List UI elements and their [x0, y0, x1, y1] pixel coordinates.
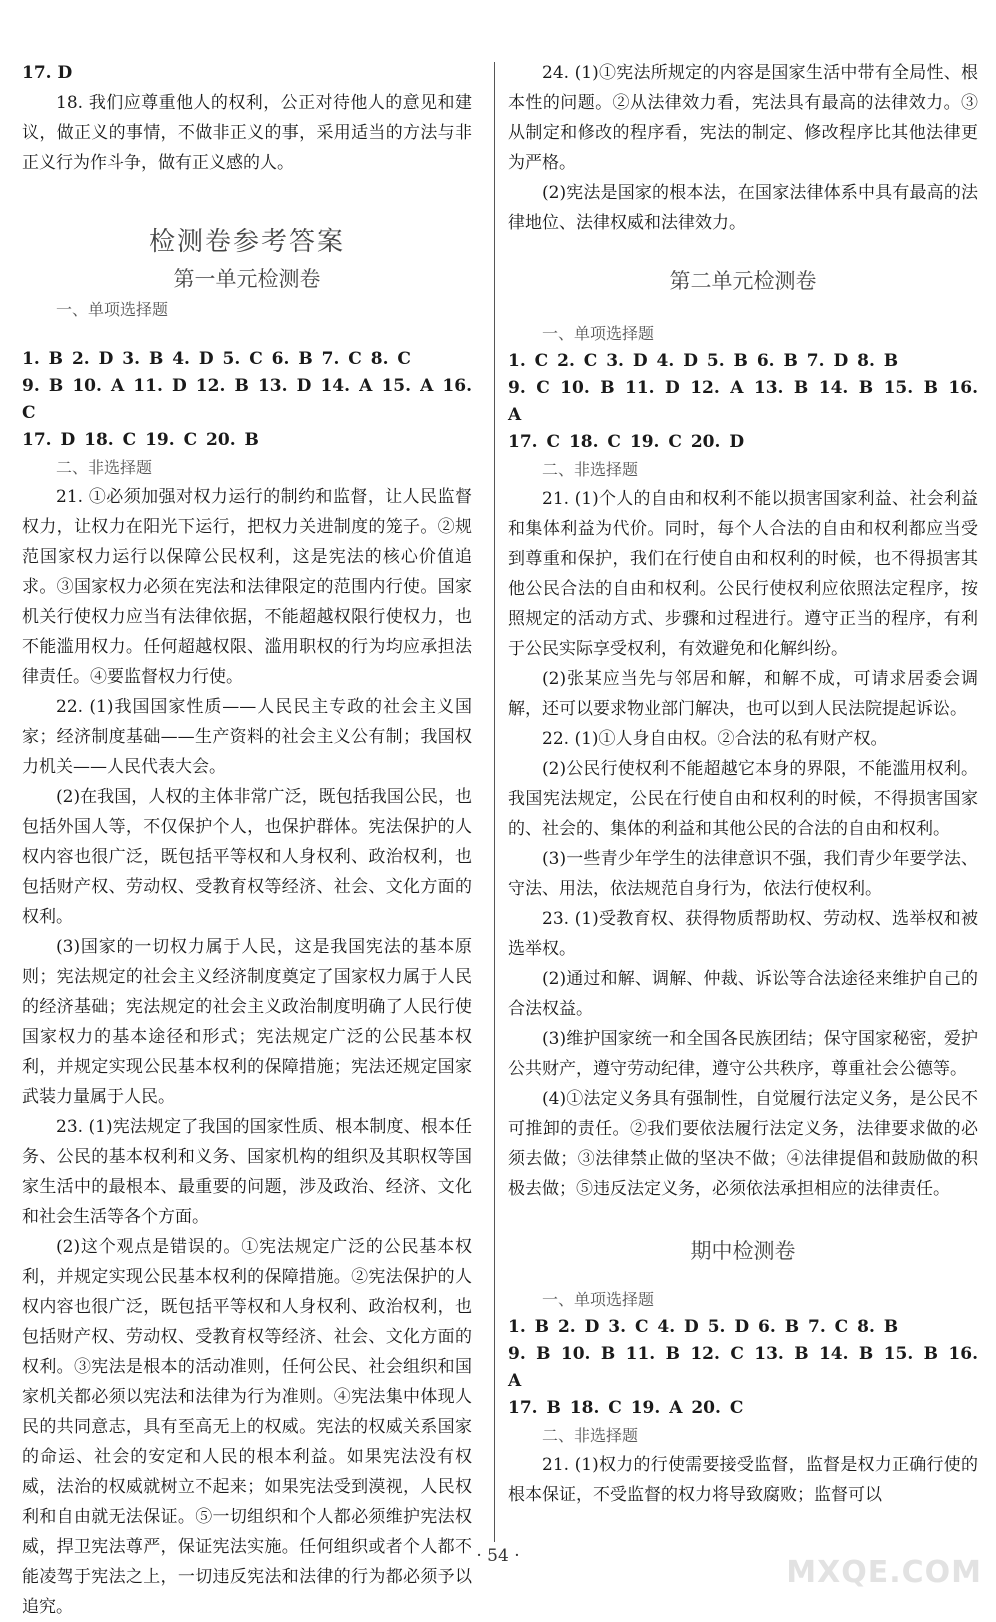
midterm-single-choice-label: 一、单项选择题 [542, 1290, 655, 1309]
unit1-answer-22-2: (2)在我国，人权的主体非常广泛，既包括我国公民，也包括外国人等，不仅保护个人，也保护群体。宪法保护的人权内容也很广泛，既包括平等权和人身权利、政治权利，也包括财产权、劳动权、受教育权等经济、社会、文化方面的权利。 [22, 787, 472, 927]
midterm-non-choice-label: 二、非选择题 [542, 1426, 639, 1445]
page-number: · 54 · [476, 1546, 520, 1566]
unit1-answer-21: 21. ①必须加强对权力运行的制约和监督，让人民监督权力，让权力在阳光下运行，把权力关进制度的笼子。②规范国家权力运行以保障公民权利，这是宪法的核心价值追求。③国家权力必须在宪法和法律限定的范围内行使。国家机关行使权力应当有法律依据，不能超越权限行使权力，也不能滥用权力。任何超越权限、滥用职权的行为均应承担法律责任。④要监督权力行使。 [22, 487, 472, 687]
left-column [22, 58, 472, 1622]
unit2-answer-21-1: 21. (1)个人的自由和权利不能以损害国家利益、社会利益和集体利益为代价。同时，每个人合法的自由和权利都应当受到尊重和保护，我们在行使自由和权利的时候，也不得损害其他公民合法的自由和权利。公民行使权利应依照法定程序，按照规定的活动方式、步骤和过程进行。遵守正当的程序，有利于公民实际享受权利，有效避免和化解纠纷。 [508, 489, 978, 659]
column-divider [494, 62, 495, 1542]
unit1-mc-row-3: 17. D 18. C 19. C 20. B [22, 430, 259, 450]
unit2-answer-22-2: (2)公民行使权利不能超越它本身的界限，不能滥用权利。我国宪法规定，公民在行使自由和权利的时候，不得损害国家的、社会的、集体的利益和其他公民的合法的自由和权利。 [508, 759, 978, 839]
unit2-title: 第二单元检测卷 [669, 269, 817, 293]
midterm-mc-row-2: 9. B 10. B 11. B 12. C 13. B 14. B 15. B 16. A [508, 1344, 978, 1391]
unit2-answer-23-2: (2)通过和解、调解、仲裁、诉讼等合法途径来维护自己的合法权益。 [508, 969, 978, 1019]
answer-17: 17. D [22, 63, 73, 83]
unit1-title: 第一单元检测卷 [173, 267, 321, 291]
unit1-answer-23-2: (2)这个观点是错误的。①宪法规定广泛的公民基本权利，并规定实现公民基本权利的保障措施。②宪法保护的人权内容也很广泛，既包括平等权和人身权利、政治权利，也包括财产权、劳动权、受教育权等经济、社会、文化方面的权利。③宪法是根本的活动准则，任何公民、社会组织和国家机关都必须以宪法和法律为行为准则。④宪法集中体现人民的共同意志，具有至高无上的权威。宪法的权威关系国家的命运、社会的安定和人民的根本利益。如果宪法没有权威，法治的权威就树立不起来；如果宪法受到漠视，人民权利和自由就无法保证。⑤一切组织和个人都必须维护宪法权威，捍卫宪法尊严，保证宪法实施。任何组织或者个人都不能凌驾于宪法之上，一切违反宪法和法律的行为都必须予以追究。 [22, 1237, 472, 1617]
unit2-mc-row-3: 17. C 18. C 19. C 20. D [508, 432, 745, 452]
midterm-mc-row-1: 1. B 2. D 3. C 4. D 5. D 6. B 7. C 8. B [508, 1317, 899, 1337]
unit2-answer-21-2: (2)张某应当先与邻居和解，和解不成，可请求居委会调解，还可以要求物业部门解决，也可以到人民法院提起诉讼。 [508, 669, 978, 719]
unit1-non-choice-label: 二、非选择题 [56, 458, 153, 477]
unit2-answer-22-3: (3)一些青少年学生的法律意识不强，我们青少年要学法、守法、用法，依法规范自身行为，依法行使权利。 [508, 849, 978, 899]
unit2-answer-23-1: 23. (1)受教育权、获得物质帮助权、劳动权、选举权和被选举权。 [508, 909, 978, 959]
unit2-answer-23-3: (3)维护国家统一和全国各民族团结；保守国家秘密，爱护公共财产，遵守劳动纪律，遵守公共秩序，尊重社会公德等。 [508, 1029, 978, 1079]
unit2-mc-row-2: 9. C 10. B 11. D 12. A 13. B 14. B 15. B 16. A [508, 378, 978, 425]
unit2-single-choice-label: 一、单项选择题 [542, 324, 655, 343]
unit1-answer-24-1: 24. (1)①宪法所规定的内容是国家生活中带有全局性、根本性的问题。②从法律效力看，宪法具有最高的法律效力。③从制定和修改的程序看，宪法的制定、修改程序比其他法律更为严格。 [508, 63, 978, 173]
unit1-answer-22-1: 22. (1)我国国家性质——人民民主专政的社会主义国家；经济制度基础——生产资料的社会主义公有制；我国权力机关——人民代表大会。 [22, 697, 472, 777]
answer-18: 18. 我们应尊重他人的权利，公正对待他人的意见和建议，做正义的事情，不做非正义的事，采用适当的方法与非正义行为作斗争，做有正义感的人。 [22, 93, 472, 173]
unit2-answer-23-4: (4)①法定义务具有强制性，自觉履行法定义务，是公民不可推卸的责任。②我们要依法履行法定义务，法律要求做的必须去做；③法律禁止做的坚决不做；④法律提倡和鼓励做的积极去做；⑤违反法定义务，必须依法承担相应的法律责任。 [508, 1089, 978, 1199]
unit1-mc-row-2: 9. B 10. A 11. D 12. B 13. D 14. A 15. A 16. C [22, 376, 472, 423]
section-title: 检测卷参考答案 [148, 227, 345, 257]
midterm-title: 期中检测卷 [690, 1239, 796, 1263]
right-column [508, 58, 978, 1510]
unit2-mc-row-1: 1. C 2. C 3. D 4. D 5. B 6. B 7. D 8. B [508, 351, 899, 371]
midterm-answer-21: 21. (1)权力的行使需要接受监督，监督是权力正确行使的根本保证，不受监督的权力将导致腐败；监督可以 [508, 1455, 978, 1505]
unit1-answer-23-1: 23. (1)宪法规定了我国的国家性质、根本制度、根本任务、公民的基本权利和义务、国家机构的组织及其职权等国家生活中的最根本、最重要的问题，涉及政治、经济、文化和社会生活等各个方面。 [22, 1117, 472, 1227]
unit1-mc-row-1: 1. B 2. D 3. B 4. D 5. C 6. B 7. C 8. C [22, 349, 411, 369]
unit2-answer-22-1: 22. (1)①人身自由权。②合法的私有财产权。 [542, 729, 888, 749]
watermark: MXQE.COM [786, 1555, 982, 1590]
unit1-answer-24-2: (2)宪法是国家的根本法，在国家法律体系中具有最高的法律地位、法律权威和法律效力。 [508, 183, 978, 233]
unit1-answer-22-3: (3)国家的一切权力属于人民，这是我国宪法的基本原则；宪法规定的社会主义经济制度奠定了国家权力属于人民的经济基础；宪法规定的社会主义政治制度明确了人民行使国家权力的基本途径和形式；宪法规定广泛的公民基本权利，并规定实现公民基本权利的保障措施；宪法还规定国家武装力量属于人民。 [22, 937, 472, 1107]
unit1-single-choice-label: 一、单项选择题 [56, 300, 169, 319]
unit2-non-choice-label: 二、非选择题 [542, 460, 639, 479]
midterm-mc-row-3: 17. B 18. C 19. A 20. C [508, 1398, 744, 1418]
